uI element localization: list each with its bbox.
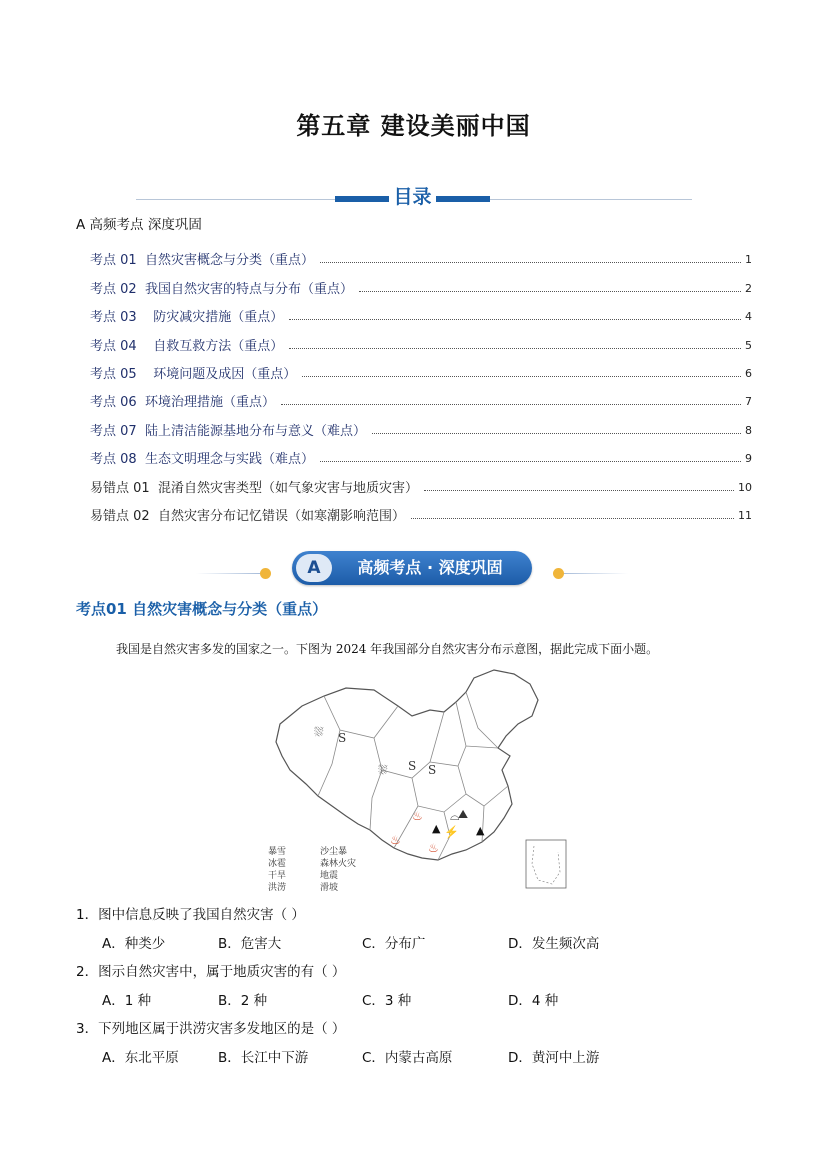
sandstorm-icon: S bbox=[408, 759, 417, 773]
toc-entry-page: 11 bbox=[738, 508, 752, 522]
banner-badge: A bbox=[296, 554, 332, 582]
option-b[interactable]: B．2 种 bbox=[218, 993, 268, 1009]
toc-header-bar-right bbox=[436, 196, 490, 202]
toc-entry[interactable] bbox=[90, 325, 752, 353]
toc-leader-dots bbox=[411, 517, 734, 519]
toc-entry-page: 9 bbox=[745, 452, 752, 466]
toc-entry[interactable] bbox=[90, 467, 752, 495]
toc-entry[interactable] bbox=[90, 496, 752, 524]
toc-entry-page: 8 bbox=[745, 423, 752, 437]
banner-line-right bbox=[558, 573, 628, 574]
china-outline bbox=[276, 670, 538, 860]
toc-header-label: 目录 bbox=[389, 184, 436, 210]
legend-item-forest-fire: 森林火灾 bbox=[320, 859, 357, 869]
toc-leader-dots bbox=[320, 261, 741, 263]
legend-item-drought: 干旱 bbox=[268, 871, 287, 881]
question-1-stem: 1．图中信息反映了我国自然灾害（ ） bbox=[76, 907, 305, 923]
toc-entry[interactable] bbox=[90, 240, 752, 268]
toc-entry[interactable] bbox=[90, 382, 752, 410]
forest-fire-icon: ♨ bbox=[390, 833, 401, 847]
question-2-stem: 2．图示自然灾害中，属于地质灾害的有（ ） bbox=[76, 964, 346, 980]
toc-entry-page: 5 bbox=[745, 338, 752, 352]
sandstorm-icon: S bbox=[338, 731, 347, 745]
toc-entry-text: 考点 05 环境问题及成因（重点） bbox=[90, 366, 297, 382]
banner-pill bbox=[292, 551, 532, 585]
forest-fire-icon: ♨ bbox=[412, 809, 423, 823]
option-b[interactable]: B．危害大 bbox=[218, 936, 282, 952]
toc-entry-text: 易错点 02 自然灾害分布记忆错误（如寒潮影响范围） bbox=[90, 508, 405, 524]
question-3-stem: 3．下列地区属于洪涝灾害多发地区的是（ ） bbox=[76, 1021, 346, 1037]
legend-item-hail: 冰雹 bbox=[268, 859, 287, 869]
toc-section-heading: A 高频考点 深度巩固 bbox=[76, 217, 202, 233]
flood-icon: ⌓ bbox=[450, 809, 460, 823]
legend-item-landslide: 滑坡 bbox=[320, 883, 339, 892]
landslide-icon: ⛰ bbox=[458, 807, 469, 821]
toc-leader-dots bbox=[281, 403, 741, 405]
toc-entry-text: 考点 06 环境治理措施（重点） bbox=[90, 395, 275, 411]
toc-leader-dots bbox=[320, 460, 741, 462]
toc-entry-page: 2 bbox=[745, 281, 752, 295]
toc-entry-text: 考点 07 陆上清洁能源基地分布与意义（难点） bbox=[90, 423, 366, 439]
toc-entry[interactable] bbox=[90, 439, 752, 467]
south-china-sea-inset bbox=[526, 840, 566, 888]
toc-entry[interactable] bbox=[90, 297, 752, 325]
toc-entry-page: 4 bbox=[745, 310, 752, 324]
legend-item-flood: 洪涝 bbox=[268, 883, 287, 892]
toc-header-bar-left bbox=[335, 196, 389, 202]
question-3-options bbox=[102, 1046, 702, 1066]
legend-item-blizzard: 暴雪 bbox=[268, 847, 287, 857]
legend-item-sandstorm: 沙尘暴 bbox=[320, 847, 348, 857]
legend-item-earthquake: 地震 bbox=[320, 871, 339, 881]
option-a[interactable]: A．1 种 bbox=[102, 993, 152, 1009]
blizzard-icon: ⛆ bbox=[314, 725, 324, 739]
option-b[interactable]: B．长江中下游 bbox=[218, 1050, 309, 1066]
toc-list bbox=[90, 240, 752, 524]
option-c[interactable]: C．3 种 bbox=[362, 993, 412, 1009]
option-d[interactable]: D．发生频次高 bbox=[508, 936, 600, 952]
toc-leader-dots bbox=[424, 489, 734, 491]
toc-entry-page: 6 bbox=[745, 366, 752, 380]
toc-header bbox=[136, 184, 692, 210]
toc-entry[interactable] bbox=[90, 354, 752, 382]
option-d[interactable]: D．4 种 bbox=[508, 993, 559, 1009]
blizzard-icon: ⛆ bbox=[378, 763, 388, 777]
toc-leader-dots bbox=[289, 347, 741, 349]
toc-entry[interactable] bbox=[90, 268, 752, 296]
banner-line-left bbox=[196, 573, 266, 574]
disaster-map bbox=[262, 666, 572, 892]
question-2-options bbox=[102, 989, 702, 1009]
map-legend bbox=[268, 845, 356, 892]
toc-leader-dots bbox=[302, 375, 741, 377]
toc-entry-page: 7 bbox=[745, 395, 752, 409]
hail-icon: ▲ bbox=[476, 824, 485, 837]
option-d[interactable]: D．黄河中上游 bbox=[508, 1050, 600, 1066]
toc-leader-dots bbox=[289, 318, 741, 320]
toc-entry-text: 考点 04 自救互救方法（重点） bbox=[90, 338, 284, 354]
toc-entry-page: 10 bbox=[738, 480, 752, 494]
option-a[interactable]: A．种类少 bbox=[102, 936, 166, 952]
document-title: 第五章 建设美丽中国 bbox=[296, 112, 531, 140]
toc-leader-dots bbox=[372, 432, 741, 434]
point-title: 考点01 自然灾害概念与分类（重点） bbox=[76, 600, 328, 618]
sandstorm-icon: S bbox=[428, 763, 437, 777]
toc-entry-text: 考点 03 防灾减灾措施（重点） bbox=[90, 310, 284, 326]
toc-entry[interactable] bbox=[90, 410, 752, 438]
hail-icon: ▲ bbox=[432, 822, 441, 835]
forest-fire-icon: ♨ bbox=[428, 841, 439, 855]
toc-leader-dots bbox=[359, 290, 741, 292]
banner-dot-right bbox=[553, 568, 564, 579]
earthquake-icon: ⚡ bbox=[444, 825, 459, 839]
section-banner bbox=[196, 549, 628, 591]
option-c[interactable]: C．内蒙古高原 bbox=[362, 1050, 453, 1066]
option-c[interactable]: C．分布广 bbox=[362, 936, 426, 952]
toc-entry-text: 考点 02 我国自然灾害的特点与分布（重点） bbox=[90, 281, 353, 297]
toc-entry-text: 易错点 01 混淆自然灾害类型（如气象灾害与地质灾害） bbox=[90, 480, 418, 496]
toc-entry-page: 1 bbox=[745, 253, 752, 267]
banner-dot-left bbox=[260, 568, 271, 579]
banner-text: 高频考点 · 深度巩固 bbox=[357, 558, 503, 577]
option-a[interactable]: A．东北平原 bbox=[102, 1050, 179, 1066]
toc-entry-text: 考点 01 自然灾害概念与分类（重点） bbox=[90, 253, 314, 269]
toc-entry-text: 考点 08 生态文明理念与实践（难点） bbox=[90, 452, 314, 468]
question-1-options bbox=[102, 932, 702, 952]
question-intro: 我国是自然灾害多发的国家之一。下图为 2024 年我国部分自然灾害分布示意图，据此完成下面小题。 bbox=[116, 642, 659, 656]
